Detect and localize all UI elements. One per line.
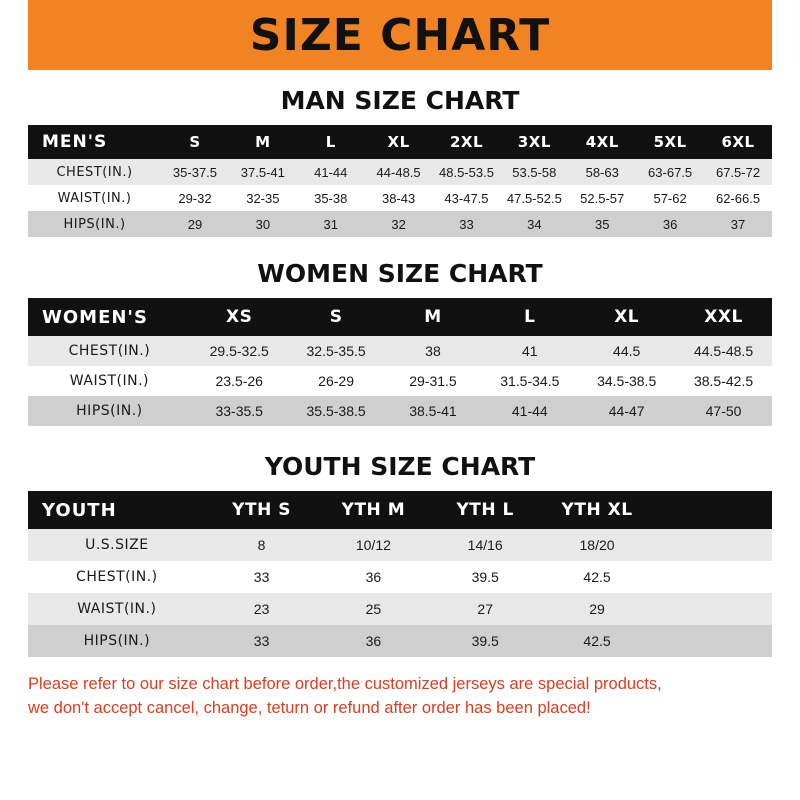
cell-spacer [653,561,772,593]
cell: 33-35.5 [191,396,288,426]
cell: 18/20 [541,529,653,561]
man-header-cell: L [325,133,336,151]
women-header-cell: XL [614,307,640,327]
cell: 38 [385,336,482,366]
cell: 41 [481,336,578,366]
cell: 57-62 [636,185,704,211]
cell: 36 [317,561,429,593]
man-header-cell: MEN'S [42,132,108,152]
cell: 35-38 [297,185,365,211]
women-row-label: HIPS(IN.) [28,396,191,426]
man-size-table [28,125,772,237]
man-header-cell: XL [387,133,410,151]
cell: 32.5-35.5 [288,336,385,366]
cell: 31 [297,211,365,237]
cell: 58-63 [568,159,636,185]
cell: 14/16 [429,529,541,561]
table-row [28,625,772,657]
table-row [28,561,772,593]
women-header-cell: XS [226,307,253,327]
cell: 39.5 [429,561,541,593]
man-row-label: CHEST(IN.) [28,159,161,185]
cell: 30 [229,211,297,237]
table-row [28,529,772,561]
cell: 10/12 [317,529,429,561]
cell: 33 [433,211,501,237]
cell: 62-66.5 [704,185,772,211]
cell: 36 [636,211,704,237]
youth-header-cell: YTH M [341,500,406,520]
women-section-title: WOMEN SIZE CHART [257,259,543,288]
youth-section [28,426,772,657]
man-section-title: MAN SIZE CHART [280,86,520,115]
youth-row-label: HIPS(IN.) [28,625,206,657]
cell: 53.5-58 [500,159,568,185]
man-section [28,70,772,237]
table-row [28,396,772,426]
youth-header-spacer [653,491,772,529]
cell: 35-37.5 [161,159,229,185]
table-row [28,593,772,625]
cell: 52.5-57 [568,185,636,211]
man-header-cell: M [255,133,271,151]
cell: 23.5-26 [191,366,288,396]
man-row-label: WAIST(IN.) [28,185,161,211]
table-row [28,336,772,366]
banner [0,0,800,70]
cell: 47-50 [675,396,772,426]
cell: 34 [500,211,568,237]
cell: 38.5-42.5 [675,366,772,396]
cell-spacer [653,529,772,561]
cell: 32-35 [229,185,297,211]
cell: 32 [365,211,433,237]
cell: 44-47 [578,396,675,426]
women-size-table [28,298,772,426]
table-row [28,185,772,211]
cell: 44.5 [578,336,675,366]
women-row-label: WAIST(IN.) [28,366,191,396]
cell: 38-43 [365,185,433,211]
man-header-cell: S [189,133,201,151]
cell: 25 [317,593,429,625]
notice-line-2: we don't accept cancel, change, teturn or refund after order has been placed! [28,698,591,717]
women-table-header-row [28,298,772,336]
cell-spacer [653,593,772,625]
cell: 39.5 [429,625,541,657]
youth-section-title: YOUTH SIZE CHART [264,452,536,481]
youth-header-cell: YOUTH [42,499,117,521]
cell: 29-31.5 [385,366,482,396]
cell: 29 [161,211,229,237]
order-policy-notice [28,673,772,721]
cell: 29 [541,593,653,625]
youth-size-table [28,491,772,657]
man-header-cell: 5XL [653,133,687,151]
cell: 48.5-53.5 [433,159,501,185]
cell: 37 [704,211,772,237]
cell: 42.5 [541,625,653,657]
youth-row-label: U.S.SIZE [28,529,206,561]
cell: 31.5-34.5 [481,366,578,396]
youth-header-cell: YTH S [232,500,291,520]
cell: 67.5-72 [704,159,772,185]
women-row-label: CHEST(IN.) [28,336,191,366]
youth-row-label: CHEST(IN.) [28,561,206,593]
youth-header-cell: YTH L [456,500,514,520]
cell: 42.5 [541,561,653,593]
cell: 37.5-41 [229,159,297,185]
content [0,70,800,800]
cell: 29.5-32.5 [191,336,288,366]
youth-row-label: WAIST(IN.) [28,593,206,625]
cell: 29-32 [161,185,229,211]
women-section [28,237,772,426]
cell: 33 [206,625,318,657]
table-row [28,159,772,185]
table-row [28,366,772,396]
man-header-cell: 2XL [449,133,483,151]
notice-line-1: Please refer to our size chart before order,the customized jerseys are special products, [28,675,662,693]
cell: 35 [568,211,636,237]
cell: 36 [317,625,429,657]
banner-left-margin [0,0,28,70]
youth-header-cell: YTH XL [561,500,633,520]
cell: 34.5-38.5 [578,366,675,396]
cell-spacer [653,625,772,657]
cell: 63-67.5 [636,159,704,185]
youth-table-header-row [28,491,772,529]
cell: 44.5-48.5 [675,336,772,366]
table-row [28,211,772,237]
man-row-label: HIPS(IN.) [28,211,161,237]
cell: 38.5-41 [385,396,482,426]
women-header-cell: M [424,307,442,327]
women-header-cell: XXL [704,307,743,327]
cell: 47.5-52.5 [500,185,568,211]
man-header-cell: 3XL [517,133,551,151]
page-title: SIZE CHART [249,9,551,61]
cell: 43-47.5 [433,185,501,211]
cell: 41-44 [481,396,578,426]
cell: 26-29 [288,366,385,396]
cell: 23 [206,593,318,625]
cell: 44-48.5 [365,159,433,185]
man-header-cell: 4XL [585,133,619,151]
banner-right-margin [772,0,800,70]
cell: 41-44 [297,159,365,185]
cell: 8 [206,529,318,561]
man-header-cell: 6XL [721,133,755,151]
cell: 27 [429,593,541,625]
women-header-cell: S [329,307,343,327]
women-header-cell: L [524,307,536,327]
man-table-header-row [28,125,772,159]
cell: 35.5-38.5 [288,396,385,426]
cell: 33 [206,561,318,593]
women-header-cell: WOMEN'S [42,306,148,328]
